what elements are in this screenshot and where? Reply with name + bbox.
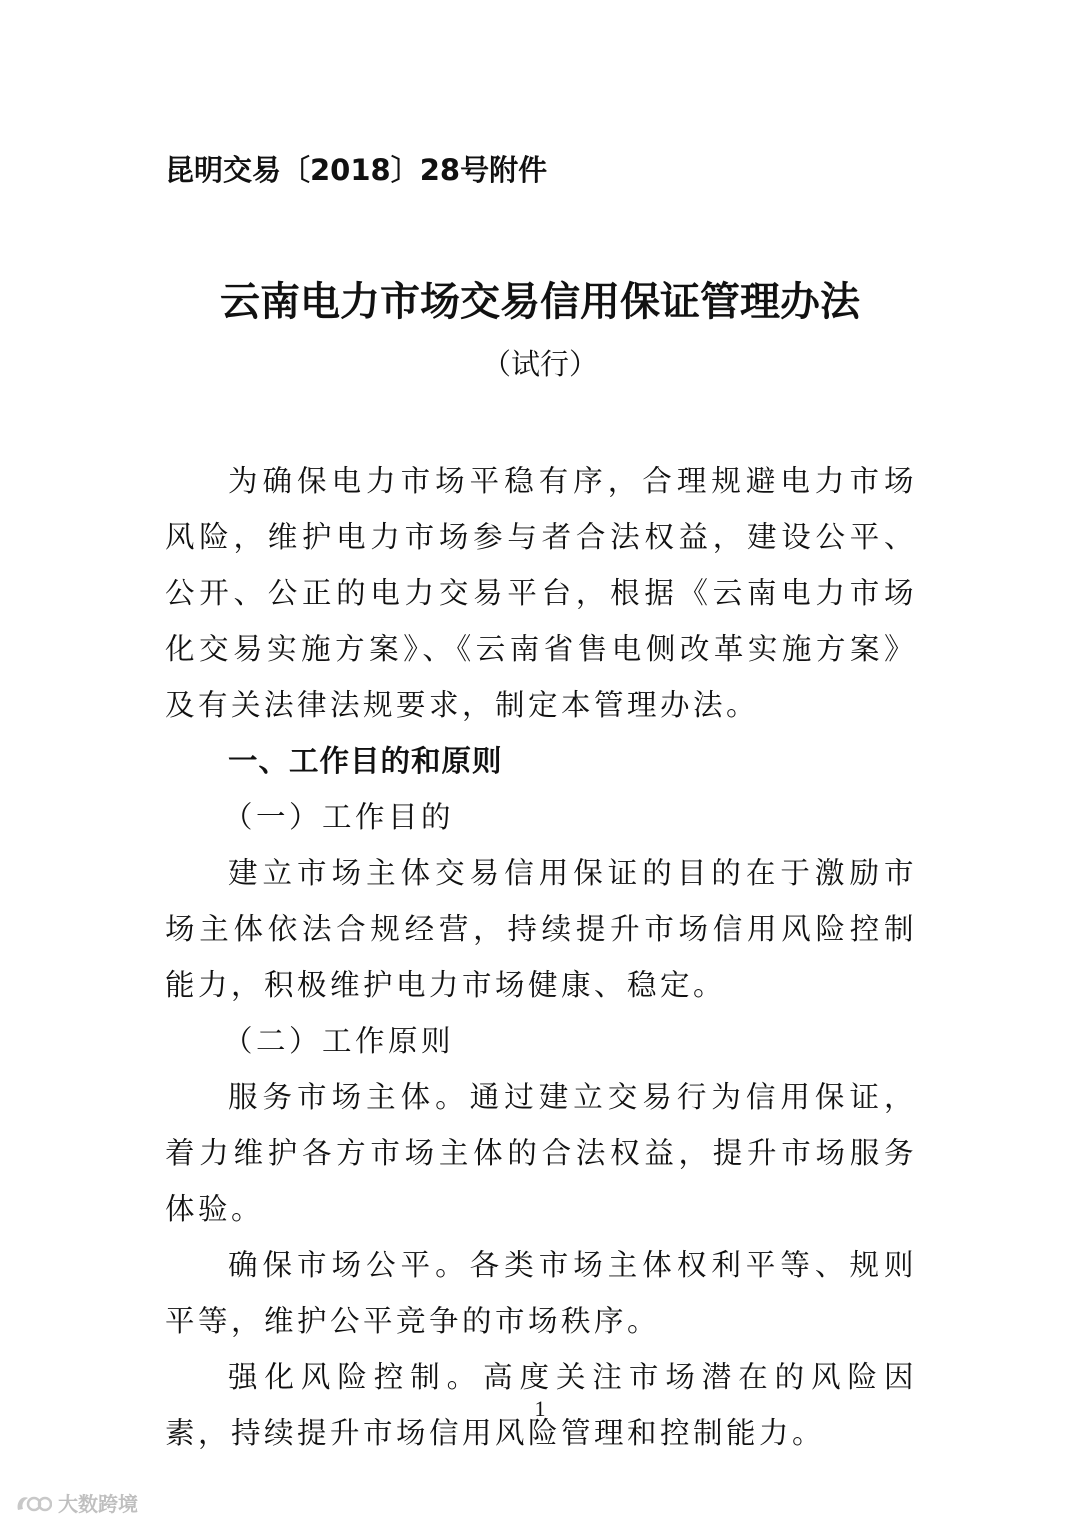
document-reference: 昆明交易〔2018〕28号附件	[165, 153, 548, 187]
paragraph: 强化风险控制。高度关注市场潜在的风险因素，持续提升市场信用风险管理和控制能力。	[165, 1360, 917, 1450]
subsection-heading: （一）工作目的	[223, 800, 455, 834]
paragraph: 确保市场公平。各类市场主体权利平等、规则平等，维护公平竞争的市场秩序。	[165, 1248, 917, 1338]
document-body	[165, 453, 917, 1461]
document-title: 云南电力市场交易信用保证管理办法	[220, 279, 860, 325]
page-number: 1	[534, 1396, 546, 1421]
brand-logo-icon	[14, 1492, 52, 1514]
subsection-heading: （二）工作原则	[223, 1024, 455, 1058]
watermark-text: 大数跨境	[58, 1492, 138, 1516]
watermark	[14, 1488, 138, 1517]
paragraph-intro: 为确保电力市场平稳有序，合理规避电力市场风险，维护电力市场参与者合法权益，建设公平、公开、公正的电力交易平台，根据《云南电力市场化交易实施方案》、《云南省售电侧改革实施方案》及有关法律法规要求，制定本管理办法。	[165, 464, 917, 722]
document-subtitle: （试行）	[481, 347, 598, 381]
paragraph: 服务市场主体。通过建立交易行为信用保证，着力维护各方市场主体的合法权益，提升市场服务体验。	[165, 1080, 917, 1226]
section-heading: 一、工作目的和原则	[228, 744, 503, 778]
paragraph: 建立市场主体交易信用保证的目的在于激励市场主体依法合规经营，持续提升市场信用风险控制能力，积极维护电力市场健康、稳定。	[165, 856, 917, 1002]
